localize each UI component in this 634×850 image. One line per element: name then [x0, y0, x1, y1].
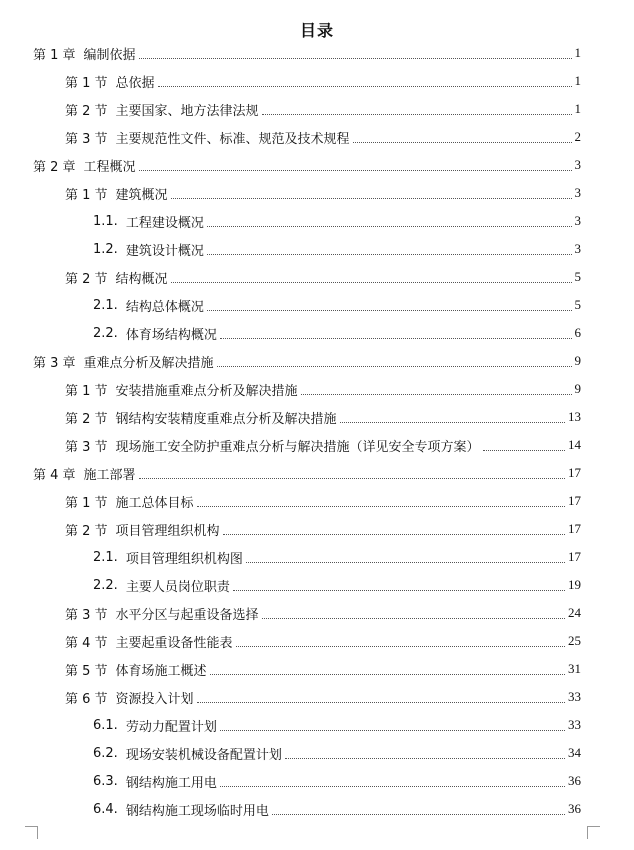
toc-entry-number: 6.4.: [93, 801, 118, 817]
toc-entry-title: 主要国家、地方法律法规: [115, 103, 259, 119]
toc-entry[interactable]: [93, 323, 581, 343]
toc-entry-page-number: 17: [568, 493, 581, 508]
toc-entry[interactable]: [65, 407, 581, 427]
toc-entry-page-number: 17: [568, 521, 581, 536]
toc-entry-title: 现场施工安全防护重难点分析与解决措施（详见安全专项方案）: [115, 439, 480, 455]
toc-dot-leader: [220, 338, 572, 339]
toc-entry-title: 水平分区与起重设备选择: [115, 607, 259, 623]
toc-entry-title: 安装措施重难点分析及解决措施: [115, 383, 298, 399]
page-corner-mark-left: [25, 826, 38, 839]
toc-entry-title: 结构概况: [115, 271, 168, 287]
toc-entry-page-number: 19: [568, 577, 581, 592]
toc-entry-title: 总依据: [115, 75, 155, 91]
toc-entry-title: 结构总体概况: [125, 299, 204, 315]
toc-dot-leader: [272, 814, 565, 815]
toc-entry[interactable]: [65, 183, 581, 203]
toc-entry[interactable]: [33, 155, 581, 175]
toc-entry-title: 工程概况: [83, 159, 136, 175]
toc-dot-leader: [207, 310, 572, 311]
toc-entry-number: 第 2 章: [33, 159, 76, 175]
toc-entry[interactable]: [65, 631, 581, 651]
toc-dot-leader: [139, 170, 572, 171]
toc-entry-title: 钢结构安装精度重难点分析及解决措施: [115, 411, 337, 427]
page-title: 目录: [299, 21, 334, 40]
toc-dot-leader: [340, 422, 565, 423]
toc-entry-page-number: 1: [574, 45, 581, 60]
toc-entry-page-number: 36: [568, 801, 581, 816]
toc-entry[interactable]: [93, 715, 581, 735]
toc-entry-page-number: 9: [574, 381, 581, 396]
toc-entry-page-number: 3: [574, 241, 581, 256]
toc-dot-leader: [262, 114, 572, 115]
toc-entry-page-number: 1: [574, 73, 581, 88]
toc-dot-leader: [139, 478, 565, 479]
toc-entry[interactable]: [93, 295, 581, 315]
toc-entry-number: 2.1.: [93, 549, 118, 565]
toc-dot-leader: [210, 674, 565, 675]
toc-dot-leader: [158, 86, 572, 87]
toc-dot-leader: [236, 646, 565, 647]
toc-entry-title: 建筑概况: [115, 187, 168, 203]
toc-entry-number: 2.1.: [93, 297, 118, 313]
toc-dot-leader: [207, 226, 572, 227]
toc-dot-leader: [285, 758, 565, 759]
toc-entry-number: 第 4 章: [33, 467, 76, 483]
toc-dot-leader: [246, 562, 565, 563]
toc-dot-leader: [220, 786, 565, 787]
toc-entry-page-number: 5: [574, 297, 581, 312]
toc-entry-title: 钢结构施工用电: [125, 775, 217, 791]
toc-entry-number: 第 1 节: [65, 75, 108, 91]
toc-entry-number: 第 1 节: [65, 187, 108, 203]
toc-entry[interactable]: [33, 43, 581, 63]
toc-entry-page-number: 33: [568, 689, 581, 704]
toc-dot-leader: [220, 730, 565, 731]
toc-dot-leader: [233, 590, 565, 591]
toc-entry-page-number: 5: [574, 269, 581, 284]
toc-entry-page-number: 3: [574, 213, 581, 228]
toc-dot-leader: [483, 450, 565, 451]
toc-entry[interactable]: [33, 463, 581, 483]
toc-entry-title: 主要起重设备性能表: [115, 635, 233, 651]
toc-entry-title: 现场安装机械设备配置计划: [125, 747, 282, 763]
toc-entry[interactable]: [93, 771, 581, 791]
toc-entry-page-number: 33: [568, 717, 581, 732]
toc-entry[interactable]: [65, 519, 581, 539]
toc-entry[interactable]: [93, 211, 581, 231]
toc-dot-leader: [171, 198, 572, 199]
toc-entry-title: 资源投入计划: [115, 691, 194, 707]
toc-entry[interactable]: [65, 71, 581, 91]
page-corner-mark-right: [587, 826, 600, 839]
toc-entry-page-number: 1: [574, 101, 581, 116]
toc-entry-title: 项目管理组织机构图: [125, 551, 243, 567]
toc-entry[interactable]: [93, 239, 581, 259]
toc-entry[interactable]: [65, 687, 581, 707]
toc-entry-title: 施工总体目标: [115, 495, 194, 511]
toc-entry-number: 6.2.: [93, 745, 118, 761]
toc-entry-page-number: 31: [568, 661, 581, 676]
toc-entry-number: 第 1 章: [33, 47, 76, 63]
toc-dot-leader: [139, 58, 572, 59]
toc-entry[interactable]: [65, 435, 581, 455]
toc-dot-leader: [301, 394, 572, 395]
toc-entry[interactable]: [93, 799, 581, 819]
toc-entry-title: 体育场结构概况: [125, 327, 217, 343]
toc-entry-title: 编制依据: [83, 47, 136, 63]
toc-entry-page-number: 3: [574, 185, 581, 200]
toc-entry-page-number: 6: [574, 325, 581, 340]
toc-entry-number: 1.1.: [93, 213, 118, 229]
toc-entry[interactable]: [65, 659, 581, 679]
toc-entry-page-number: 13: [568, 409, 581, 424]
toc-dot-leader: [207, 254, 572, 255]
toc-entry-number: 第 1 节: [65, 495, 108, 511]
toc-entry-title: 施工部署: [83, 467, 136, 483]
toc-entry[interactable]: [33, 351, 581, 371]
toc-entry-number: 第 2 节: [65, 411, 108, 427]
toc-entry-number: 第 4 节: [65, 635, 108, 651]
toc-entry[interactable]: [93, 575, 581, 595]
toc-dot-leader: [262, 618, 565, 619]
toc-entry-page-number: 14: [568, 437, 581, 452]
toc-entry[interactable]: [65, 127, 581, 147]
toc-entry-number: 第 3 节: [65, 131, 108, 147]
toc-entry-page-number: 2: [574, 129, 581, 144]
toc-entry[interactable]: [65, 603, 581, 623]
toc-dot-leader: [197, 506, 565, 507]
toc-entry-page-number: 36: [568, 773, 581, 788]
toc-entry-page-number: 25: [568, 633, 581, 648]
toc-entry-title: 工程建设概况: [125, 215, 204, 231]
toc-dot-leader: [353, 142, 572, 143]
toc-entry-number: 第 3 章: [33, 355, 76, 371]
toc-entry-title: 重难点分析及解决措施: [83, 355, 214, 371]
toc-entry-number: 第 5 节: [65, 663, 108, 679]
toc-entry-number: 第 1 节: [65, 383, 108, 399]
toc-entry-number: 第 6 节: [65, 691, 108, 707]
toc-entry-title: 主要规范性文件、标准、规范及技术规程: [115, 131, 350, 147]
toc-entry[interactable]: [65, 267, 581, 287]
toc-entry-page-number: 9: [574, 353, 581, 368]
toc-dot-leader: [197, 702, 565, 703]
toc-entry[interactable]: [65, 99, 581, 119]
toc-entry-number: 第 2 节: [65, 523, 108, 539]
toc-entry-title: 主要人员岗位职责: [125, 579, 230, 595]
toc-entry-title: 项目管理组织机构: [115, 523, 220, 539]
toc-entry-page-number: 17: [568, 465, 581, 480]
toc-entry-title: 建筑设计概况: [125, 243, 204, 259]
toc-entry-number: 2.2.: [93, 577, 118, 593]
toc-entry-number: 6.1.: [93, 717, 118, 733]
toc-entry-number: 1.2.: [93, 241, 118, 257]
toc-entry-page-number: 17: [568, 549, 581, 564]
toc-dot-leader: [217, 366, 572, 367]
toc-entry-title: 钢结构施工现场临时用电: [125, 803, 269, 819]
toc-dot-leader: [171, 282, 572, 283]
toc-entry-page-number: 3: [574, 157, 581, 172]
toc-entry-number: 第 2 节: [65, 103, 108, 119]
toc-entry-page-number: 34: [568, 745, 581, 760]
toc-entry-page-number: 24: [568, 605, 581, 620]
toc-entry[interactable]: [93, 743, 581, 763]
toc-dot-leader: [223, 534, 565, 535]
toc-entry[interactable]: [65, 491, 581, 511]
toc-entry-number: 第 2 节: [65, 271, 108, 287]
toc-entry-number: 6.3.: [93, 773, 118, 789]
toc-entry[interactable]: [65, 379, 581, 399]
toc-entry-number: 第 3 节: [65, 607, 108, 623]
toc-entry-number: 第 3 节: [65, 439, 108, 455]
toc-entry-title: 劳动力配置计划: [125, 719, 217, 735]
toc-entry-number: 2.2.: [93, 325, 118, 341]
toc-entry[interactable]: [93, 547, 581, 567]
toc-entry-title: 体育场施工概述: [115, 663, 207, 679]
